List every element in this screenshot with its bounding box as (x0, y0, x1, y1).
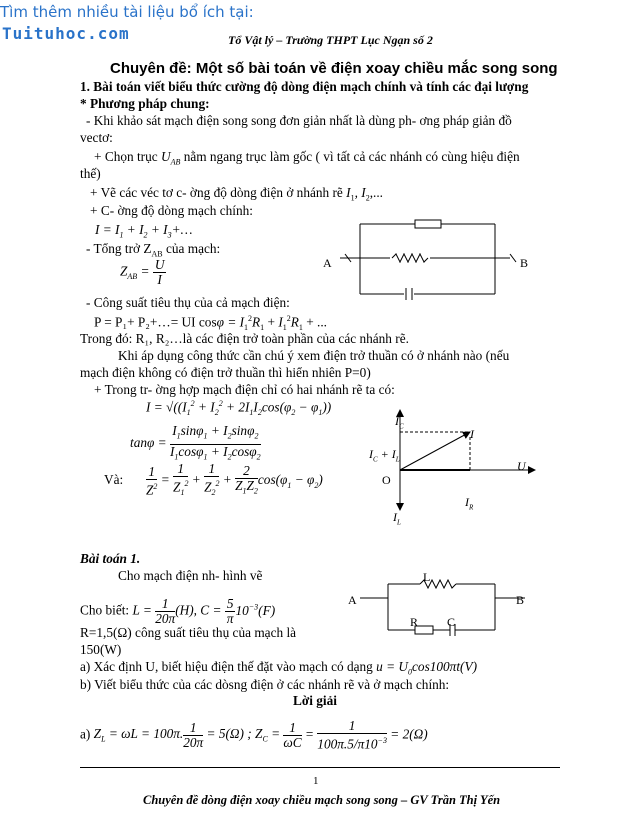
circuit1-label-a: A (323, 256, 332, 270)
running-head: Tổ Vật lý – Trường THPT Lục Ngạn số 2 (228, 33, 433, 47)
page-footer: Chuyên đề dòng điện xoay chiều mạch song song – GV Trần Thị Yến (143, 793, 501, 807)
page-number: 1 (313, 775, 319, 787)
circuit1-label-b: B (520, 256, 529, 270)
solution-heading: Lời giải (293, 693, 337, 708)
para-2c: thế) (80, 166, 101, 181)
para-7: P = P₁+ P₂+…= UI $\cos\varphi = I_1^2R_1 + I_1^2R_1$ + ... (94, 314, 328, 333)
para-4: + C- ờng độ dòng mạch chính: (90, 203, 253, 218)
problem-r-power-a: R=1,5(Ω) công suất tiêu thụ của mạch là (80, 625, 297, 640)
formula-sum-current: $I = I_1 + I_2$ + $I_3+\dots$ (95, 222, 193, 240)
phasor-label-il: $I_L$ (393, 510, 401, 527)
parallel-circuit-diagram (320, 210, 540, 300)
phasor-label-i: I (470, 427, 474, 441)
question-b: b) Viết biểu thức của các dòsng điện ở các nhánh rẽ và ở mạch chính: (80, 677, 450, 692)
para-9a: Khi áp dụng công thức cần chú ý xem điện trở thuần có ở nhánh nào (nếu (118, 348, 510, 363)
para-10: + Trong tr- ờng hợp mạch điện chỉ có hai nhánh rẽ ta có: (94, 382, 395, 397)
and-label: Và: (104, 472, 124, 487)
formula-tan-phi: tanφ = $\frac{I_1\sin\varphi_1 + I_2\sin\varphi_2}{I_1\cos\varphi_1 + I_2\cos\varphi_2}$ (130, 423, 261, 462)
footer-divider (80, 767, 560, 768)
circuit2-label-c: C (447, 615, 456, 629)
problem-given: Cho biết: L = $\frac{1}{20\pi}$ (H), C = $\frac{5}{\pi}$ $10^{-3}(F)$ (80, 596, 276, 626)
para-9b: mạch điện không có điện trở thuần thì hiển nhiên P=0) (80, 365, 371, 380)
phasor-label-ir: $I_R$ (465, 495, 474, 512)
problem-r-power-b: 150(W) (80, 642, 122, 657)
problem-circuit-diagram (360, 578, 530, 638)
circuit2-label-r: R (410, 615, 419, 629)
para-2a: + Chọn trục $U_{AB}$ nằm ngang trục làm gốc ( vì tất cả các nhánh có cùng hiệu điện (94, 149, 520, 167)
phasor-label-icl: $I_C + I_L$ (369, 447, 400, 464)
solution-a: a) $Z_L = \omega L = 100\pi$. $\frac{1}{20\pi}$ = 5(Ω) ; $Z_C$ = $\frac{1}{\omega C}$ = $\frac{1}{100\pi.5/\pi 10^{-3}}$ = 2(Ω) (80, 718, 428, 752)
para-1a: - Khi khảo sát mạch điện song song đơn giản nhất là dùng ph- ơng pháp giản đồ (86, 113, 512, 128)
circuit2-label-l: L (423, 570, 431, 584)
circuit2-label-b: B (516, 593, 525, 607)
formula-inv-z-sq: $\frac{1}{Z^2}$ = $\frac{1}{Z_1^2}$ + $\frac{1}{Z_2^2}$ + $\frac{2}{Z_1Z_2}$ $\cos(\varphi_1 - \varphi_2)$ (146, 461, 323, 498)
phasor-label-u: U (517, 459, 526, 473)
method-heading: * Phương pháp chung: (80, 96, 210, 111)
formula-i-two-branch: $I = √((I_1^2 + I_2^2 + 2I_1I_2\cos(\varphi_2 - \varphi_1))$ (146, 399, 332, 418)
para-1b: vectơ: (80, 130, 113, 145)
formula-impedance: $Z_{AB}$ = $\frac{U}{I}$ (120, 257, 165, 287)
phasor-origin: O (382, 473, 391, 487)
problem-intro: Cho mạch điện nh- hình vẽ (118, 568, 263, 583)
phasor-label-ic: $I_C$ (395, 414, 404, 431)
page-title: Chuyên đề: Một số bài toán về điện xoay chiều mắc song song (110, 60, 558, 77)
para-5: - Tổng trở $Z_{AB}$ của mạch: (86, 241, 221, 259)
section-heading: 1. Bài toán viết biểu thức cường độ dòng điện mạch chính và tính các đại lượng (80, 79, 529, 94)
para-8: Trong đó: R₁, R₂…là các điện trở toàn phần của các nhánh rẽ. (80, 331, 409, 346)
question-a: a) Xác định U, biết hiệu điện thế đặt vào mạch có dạng $u = U_0\cos 100\pi t(V)$ (80, 659, 478, 677)
circuit2-label-a: A (348, 593, 357, 607)
para-3: + Vẽ các véc tơ c- ờng độ dòng điện ở nhánh rẽ $I_1$, $I_2$,... (90, 185, 383, 203)
brand-line-1: Tìm thêm nhiều tài liệu bổ ích tại: (0, 3, 254, 21)
brand-site[interactable]: Tuituhoc.com (2, 24, 130, 43)
para-6: - Công suất tiêu thụ của cả mạch điện: (86, 295, 290, 310)
problem-heading: Bài toán 1. (80, 551, 141, 566)
